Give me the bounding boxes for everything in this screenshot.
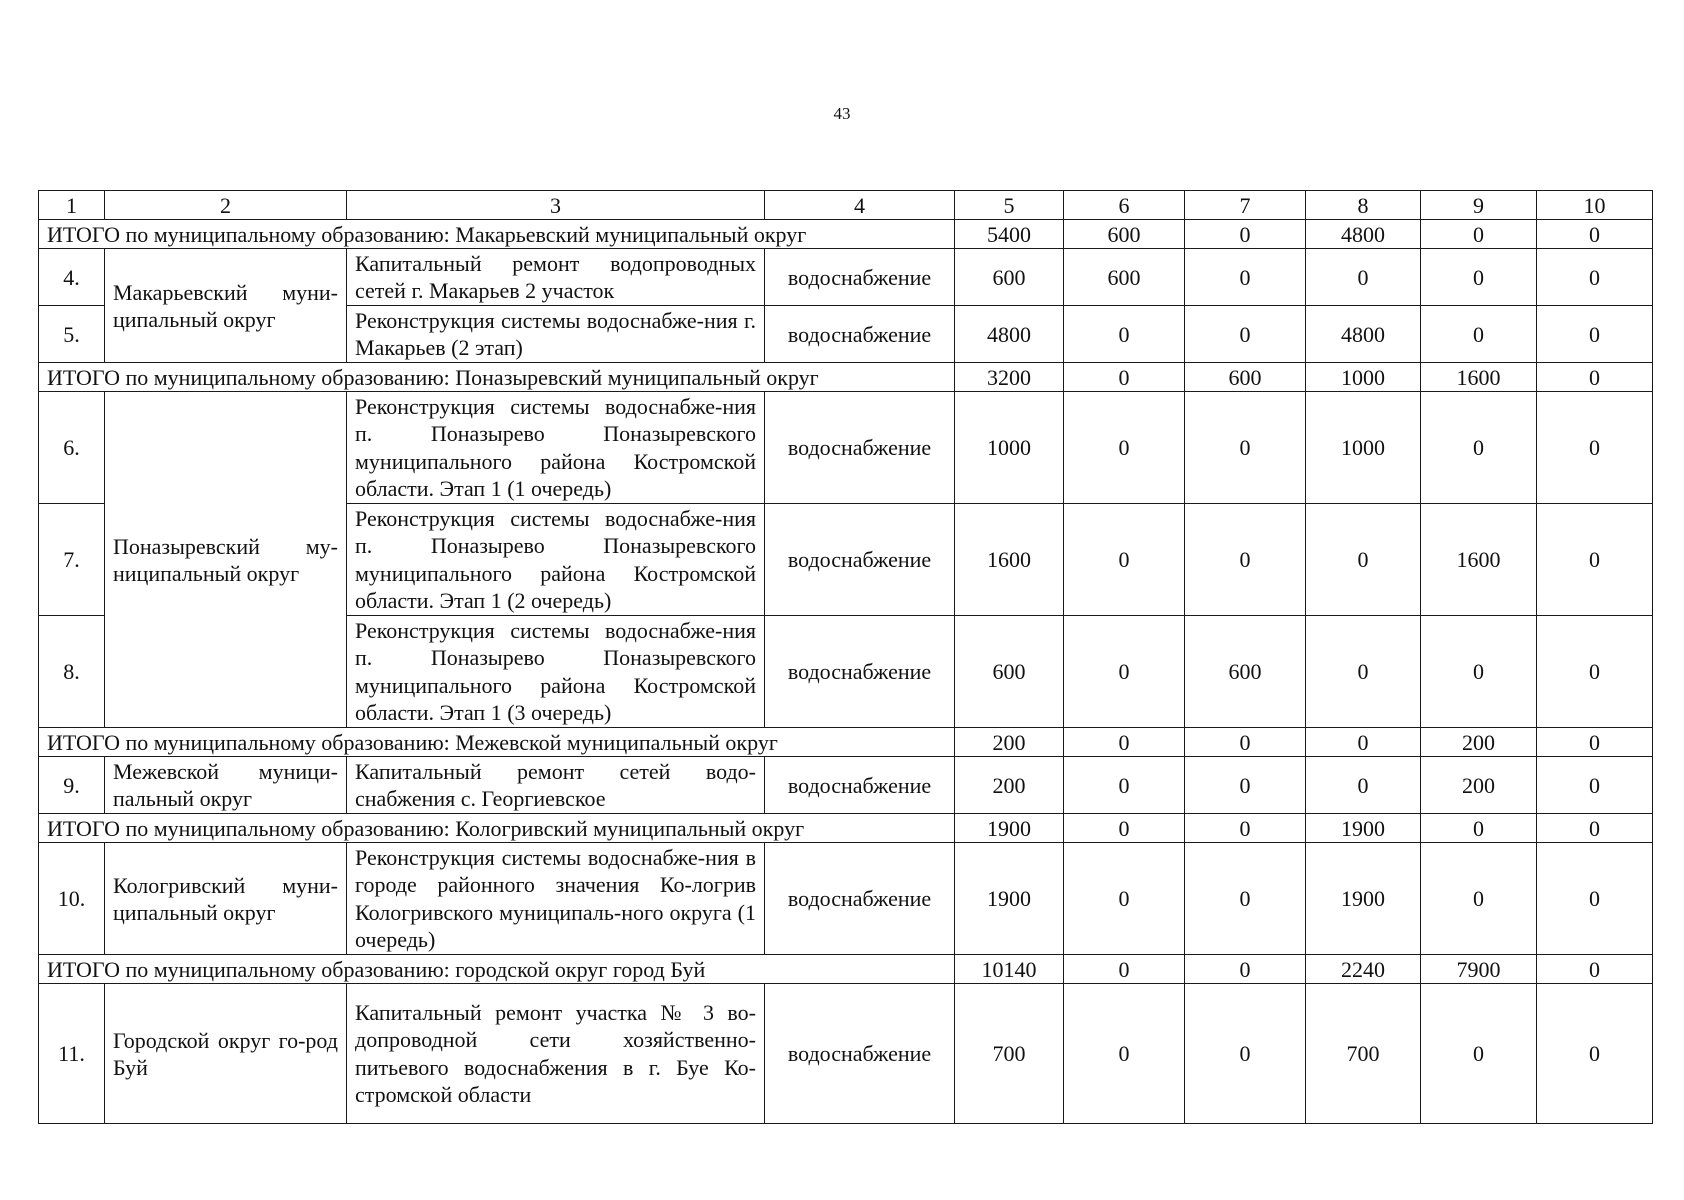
- cell-value: 0: [1185, 757, 1306, 814]
- total-label: ИТОГО по муниципальному образованию: Кологривский муниципальный округ: [39, 814, 955, 843]
- cell-value: 0: [1537, 984, 1653, 1124]
- cell-value: 700: [1306, 984, 1421, 1124]
- row-number: 6.: [39, 392, 105, 504]
- cell-value: 0: [1421, 249, 1537, 306]
- cell-value: 600: [1064, 249, 1185, 306]
- project-description: Реконструкция системы водоснабже-ния в городе районного значения Ко-логрив Кологривского муниципаль-ного округа (1 очередь): [347, 843, 765, 955]
- cell-value: 0: [1421, 306, 1537, 363]
- total-value: 2240: [1306, 955, 1421, 984]
- total-value: 0: [1537, 728, 1653, 757]
- project-type: водоснабжение: [765, 757, 955, 814]
- cell-value: 0: [1537, 616, 1653, 728]
- column-number: 5: [955, 191, 1064, 220]
- table-row: [39, 843, 1653, 955]
- total-label: ИТОГО по муниципальному образованию: городской округ город Буй: [39, 955, 955, 984]
- cell-value: 0: [1064, 616, 1185, 728]
- column-number: 9: [1421, 191, 1537, 220]
- total-value: 7900: [1421, 955, 1537, 984]
- column-number-row: [39, 191, 1653, 220]
- cell-value: 0: [1306, 504, 1421, 616]
- cell-value: 4800: [955, 306, 1064, 363]
- column-number: 10: [1537, 191, 1653, 220]
- cell-value: 0: [1306, 616, 1421, 728]
- cell-value: 1000: [955, 392, 1064, 504]
- cell-value: 0: [1185, 504, 1306, 616]
- cell-value: 0: [1306, 757, 1421, 814]
- cell-value: 600: [1185, 616, 1306, 728]
- column-number: 2: [105, 191, 347, 220]
- cell-value: 0: [1064, 984, 1185, 1124]
- cell-value: 0: [1064, 392, 1185, 504]
- total-row: [39, 363, 1653, 392]
- total-label: ИТОГО по муниципальному образованию: Межевской муниципальный округ: [39, 728, 955, 757]
- project-type: водоснабжение: [765, 616, 955, 728]
- cell-value: 0: [1421, 984, 1537, 1124]
- project-description: Реконструкция системы водоснабже-ния п. Поназырево Поназыревского муниципального района Костромской области. Этап 1 (1 очередь): [347, 392, 765, 504]
- cell-value: 0: [1421, 392, 1537, 504]
- cell-value: 0: [1421, 616, 1537, 728]
- project-description: Капитальный ремонт водопроводных сетей г. Макарьев 2 участок: [347, 249, 765, 306]
- column-number: 8: [1306, 191, 1421, 220]
- district-name: Макарьевский муни-ципальный округ: [105, 249, 347, 363]
- cell-value: 200: [1421, 757, 1537, 814]
- project-description: Капитальный ремонт участка № 3 во-допроводной сети хозяйственно-питьевого водоснабжения в г. Буе Ко-стромской области: [347, 984, 765, 1124]
- cell-value: 1600: [1421, 504, 1537, 616]
- cell-value: 1900: [1306, 843, 1421, 955]
- column-number: 1: [39, 191, 105, 220]
- total-label: ИТОГО по муниципальному образованию: Поназыревский муниципальный округ: [39, 363, 955, 392]
- project-description: Капитальный ремонт сетей водо-снабжения с. Георгиевское: [347, 757, 765, 814]
- total-value: 0: [1421, 814, 1537, 843]
- cell-value: 0: [1064, 757, 1185, 814]
- total-value: 5400: [955, 220, 1064, 249]
- row-number: 9.: [39, 757, 105, 814]
- cell-value: 0: [1064, 306, 1185, 363]
- cell-value: 0: [1537, 843, 1653, 955]
- investment-table: [38, 190, 1653, 1124]
- project-type: водоснабжение: [765, 306, 955, 363]
- total-value: 200: [1421, 728, 1537, 757]
- table-row: [39, 392, 1653, 504]
- cell-value: 700: [955, 984, 1064, 1124]
- cell-value: 0: [1537, 392, 1653, 504]
- total-value: 0: [1185, 220, 1306, 249]
- project-type: водоснабжение: [765, 984, 955, 1124]
- total-value: 0: [1185, 814, 1306, 843]
- district-name: Кологривский муни-ципальный округ: [105, 843, 347, 955]
- total-value: 0: [1537, 814, 1653, 843]
- total-row: [39, 728, 1653, 757]
- total-value: 1900: [955, 814, 1064, 843]
- total-value: 1900: [1306, 814, 1421, 843]
- row-number: 10.: [39, 843, 105, 955]
- cell-value: 0: [1537, 249, 1653, 306]
- total-row: [39, 814, 1653, 843]
- total-value: 0: [1537, 363, 1653, 392]
- project-type: водоснабжение: [765, 249, 955, 306]
- total-value: 10140: [955, 955, 1064, 984]
- total-value: 0: [1064, 814, 1185, 843]
- total-value: 0: [1537, 955, 1653, 984]
- column-number: 7: [1185, 191, 1306, 220]
- project-type: водоснабжение: [765, 504, 955, 616]
- total-value: 1000: [1306, 363, 1421, 392]
- project-type: водоснабжение: [765, 843, 955, 955]
- table-row: [39, 984, 1653, 1124]
- total-row: [39, 220, 1653, 249]
- cell-value: 0: [1064, 504, 1185, 616]
- cell-value: 0: [1185, 249, 1306, 306]
- project-type: водоснабжение: [765, 392, 955, 504]
- page-number: 43: [833, 104, 851, 123]
- row-number: 11.: [39, 984, 105, 1124]
- cell-value: 1000: [1306, 392, 1421, 504]
- cell-value: 0: [1537, 504, 1653, 616]
- cell-value: 0: [1185, 984, 1306, 1124]
- total-row: [39, 955, 1653, 984]
- cell-value: 0: [1537, 757, 1653, 814]
- row-number: 5.: [39, 306, 105, 363]
- column-number: 4: [765, 191, 955, 220]
- total-value: 0: [1064, 363, 1185, 392]
- cell-value: 0: [1537, 306, 1653, 363]
- row-number: 4.: [39, 249, 105, 306]
- cell-value: 0: [1185, 306, 1306, 363]
- table-row: [39, 249, 1653, 306]
- cell-value: 1900: [955, 843, 1064, 955]
- project-description: Реконструкция системы водоснабже-ния г. Макарьев (2 этап): [347, 306, 765, 363]
- total-value: 600: [1064, 220, 1185, 249]
- column-number: 3: [347, 191, 765, 220]
- total-value: 0: [1306, 728, 1421, 757]
- cell-value: 0: [1185, 392, 1306, 504]
- district-name: Межевской муници-пальный округ: [105, 757, 347, 814]
- cell-value: 0: [1185, 843, 1306, 955]
- total-value: 200: [955, 728, 1064, 757]
- total-value: 4800: [1306, 220, 1421, 249]
- cell-value: 0: [1306, 249, 1421, 306]
- cell-value: 0: [1421, 843, 1537, 955]
- total-value: 0: [1185, 955, 1306, 984]
- cell-value: 0: [1064, 843, 1185, 955]
- cell-value: 4800: [1306, 306, 1421, 363]
- district-name: Поназыревский му-ниципальный округ: [105, 392, 347, 728]
- table-row: [39, 757, 1653, 814]
- cell-value: 600: [955, 249, 1064, 306]
- cell-value: 600: [955, 616, 1064, 728]
- project-description: Реконструкция системы водоснабже-ния п. Поназырево Поназыревского муниципального района Костромской области. Этап 1 (2 очередь): [347, 504, 765, 616]
- total-value: 0: [1537, 220, 1653, 249]
- total-value: 1600: [1421, 363, 1537, 392]
- total-label: ИТОГО по муниципальному образованию: Макарьевский муниципальный округ: [39, 220, 955, 249]
- total-value: 3200: [955, 363, 1064, 392]
- cell-value: 1600: [955, 504, 1064, 616]
- cell-value: 200: [955, 757, 1064, 814]
- total-value: 0: [1064, 955, 1185, 984]
- total-value: 600: [1185, 363, 1306, 392]
- column-number: 6: [1064, 191, 1185, 220]
- row-number: 7.: [39, 504, 105, 616]
- row-number: 8.: [39, 616, 105, 728]
- district-name: Городской округ го-род Буй: [105, 984, 347, 1124]
- total-value: 0: [1421, 220, 1537, 249]
- total-value: 0: [1185, 728, 1306, 757]
- total-value: 0: [1064, 728, 1185, 757]
- project-description: Реконструкция системы водоснабже-ния п. Поназырево Поназыревского муниципального района Костромской области. Этап 1 (3 очередь): [347, 616, 765, 728]
